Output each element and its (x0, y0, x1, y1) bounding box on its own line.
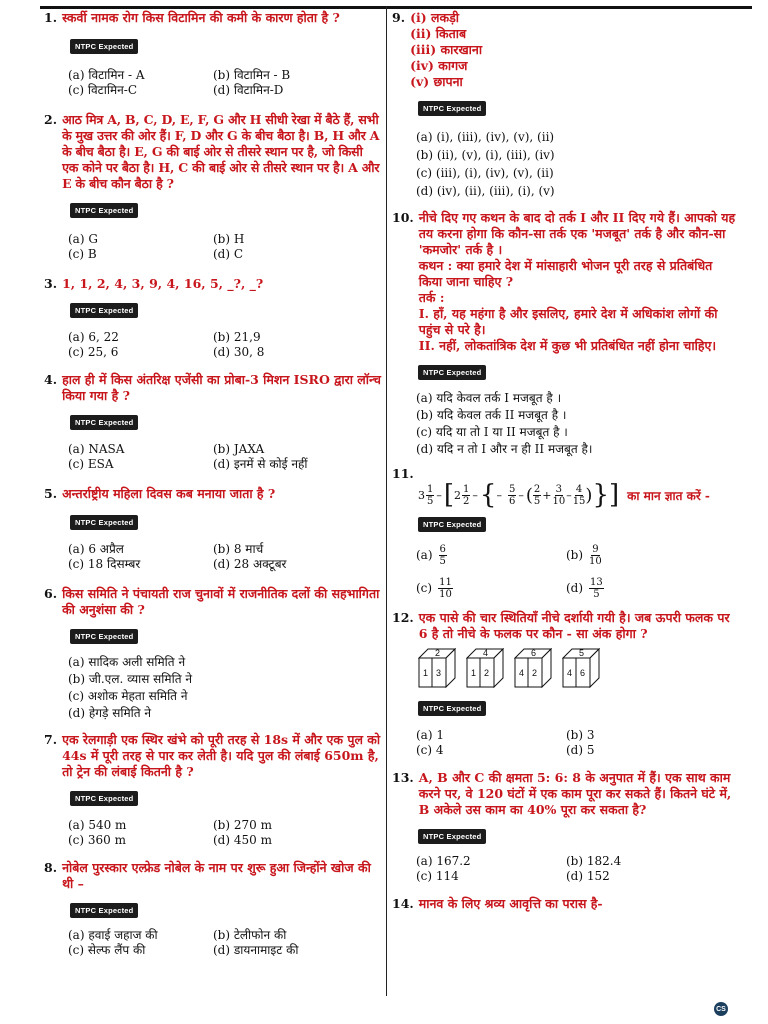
question-11 (392, 466, 738, 600)
statement: कथन : क्या हमारे देश में मांसाहारी भोजन पूरी तरह से प्रतिबंधित किया जाना चाहिए ? (418, 258, 713, 289)
question-text: 1, 1, 2, 4, 3, 9, 4, 16, 5, _?, _? (62, 276, 264, 291)
option-a[interactable]: (a) हवाई जहाज की (68, 928, 158, 942)
option-a[interactable]: (a) विटामिन - A (68, 68, 145, 82)
option-d[interactable]: (d) (iv), (ii), (iii), (i), (v) (416, 184, 555, 198)
fraction: $\frac{1}{5}$ (427, 483, 434, 507)
option-c[interactable]: (c) 114 (416, 869, 459, 883)
ntpc-expected-tag: NTPC Expected (418, 365, 486, 380)
options (44, 542, 382, 572)
ntpc-expected-tag: NTPC Expected (70, 203, 138, 218)
question-5 (44, 486, 382, 572)
question-9 (392, 10, 738, 200)
option-a[interactable]: (a) 167.2 (416, 854, 471, 868)
question-number: 13. (392, 770, 414, 785)
argument-1: I. हाँ, यह महंगा है और इसलिए, हमारे देश में अधिकांश लोगों की पहुंच से परे है। (418, 306, 718, 337)
die-3: 6 4 2 (514, 648, 552, 688)
options (392, 128, 738, 200)
question-number: 14. (392, 896, 414, 911)
list-item: (v) छापना (410, 74, 463, 89)
option-a[interactable]: (a) यदि केवल तर्क I मजबूत है । (416, 391, 562, 405)
options (392, 544, 738, 567)
ntpc-expected-tag: NTPC Expected (70, 415, 138, 430)
options (44, 68, 382, 98)
die-1: 2 1 3 (418, 648, 456, 688)
question-number: 3. (44, 276, 58, 291)
option-b[interactable]: (b) $\frac{9}{10}$ (566, 544, 602, 567)
question-text: मानव के लिए श्रव्य आवृत्ति का परास है- (418, 896, 603, 911)
ntpc-expected-tag: NTPC Expected (418, 701, 486, 716)
whole-number: 2 (454, 488, 462, 502)
fraction: $\frac{1}{2}$ (463, 483, 470, 507)
list-item: (iii) कारखाना (410, 42, 483, 57)
options (392, 854, 738, 884)
option-d[interactable]: (d) $\frac{13}{5}$ (566, 577, 603, 600)
left-column (44, 10, 382, 958)
question-14 (392, 896, 738, 912)
options (44, 232, 382, 262)
ntpc-expected-tag: NTPC Expected (418, 101, 486, 116)
option-d[interactable]: (d) 30, 8 (213, 345, 265, 359)
question-text: हाल ही में किस अंतरिक्ष एजेंसी का प्रोबा-3 मिशन ISRO द्वारा लॉन्च किया गया है ? (62, 372, 381, 403)
options (44, 818, 382, 848)
option-a[interactable]: (a) $\frac{6}{5}$ (416, 544, 446, 567)
question-text: एक पासे की चार स्थितियाँ नीचे दर्शायी गयी है। जब ऊपरी फलक पर 6 है तो नीचे के फलक पर कौन - सा अंक होगा ? (418, 610, 730, 641)
question-1 (44, 10, 382, 98)
option-b[interactable]: (b) H (213, 232, 245, 246)
options (392, 390, 738, 458)
options (44, 654, 382, 722)
option-b[interactable]: (b) टेलीफोन की (213, 928, 287, 942)
option-d[interactable]: (d) यदि न तो I और न ही II मजबूत है। (416, 442, 593, 456)
option-a[interactable]: (a) 540 m (68, 818, 127, 832)
ntpc-expected-tag: NTPC Expected (70, 303, 138, 318)
question-10 (392, 210, 738, 458)
option-c[interactable]: (c) अशोक मेहता समिति ने (68, 689, 188, 703)
question-number: 1. (44, 10, 58, 25)
option-a[interactable]: (a) सादिक अली समिति ने (68, 655, 186, 669)
ntpc-expected-tag: NTPC Expected (70, 903, 138, 918)
question-number: 7. (44, 732, 58, 747)
ntpc-expected-tag: NTPC Expected (70, 629, 138, 644)
list-item: (iv) कागज (410, 58, 468, 73)
ntpc-expected-tag: NTPC Expected (418, 829, 486, 844)
options (44, 330, 382, 360)
question-number: 10. (392, 210, 414, 225)
question-8 (44, 860, 382, 958)
die-2: 4 1 2 (466, 648, 504, 688)
option-a[interactable]: (a) NASA (68, 442, 125, 456)
fraction: $\frac{3}{10}$ (552, 483, 566, 507)
option-c[interactable]: (c) ESA (68, 457, 114, 471)
options (392, 577, 738, 600)
option-b[interactable]: (b) जी.एल. व्यास समिति ने (68, 672, 193, 686)
option-d[interactable]: (d) हेगड़े समिति ने (68, 706, 152, 720)
option-b[interactable]: (b) 21,9 (213, 330, 261, 344)
right-column (392, 10, 738, 912)
option-c[interactable]: (c) 25, 6 (68, 345, 119, 359)
ntpc-expected-tag: NTPC Expected (70, 791, 138, 806)
math-expression: 3 $\frac{1}{5}$ – [ 2 $\frac{1}{2}$ – { – $\frac{5}{6}$ – ( $\frac{2}{5}$ + $\frac{3}{10}$ – $\frac{4}{15}$ ) } ] का मान ज्ञात करें - (418, 480, 710, 510)
question-4 (44, 372, 382, 472)
ntpc-expected-tag: NTPC Expected (70, 515, 138, 530)
whole-number: 3 (418, 488, 425, 502)
option-c[interactable]: (c) $\frac{11}{10}$ (416, 577, 452, 600)
option-b[interactable]: (b) 270 m (213, 818, 272, 832)
die-4: 5 4 6 (562, 648, 600, 688)
option-a[interactable]: (a) 1 (416, 728, 444, 742)
option-c[interactable]: (c) 360 m (68, 833, 126, 847)
question-2 (44, 112, 382, 262)
option-c[interactable]: (c) 4 (416, 743, 444, 757)
column-divider (386, 6, 387, 996)
option-c[interactable]: (c) यदि या तो I या II मजबूत है । (416, 425, 568, 439)
option-d[interactable]: (d) C (213, 247, 244, 261)
question-number: 9. (392, 10, 406, 25)
ntpc-expected-tag: NTPC Expected (418, 517, 486, 532)
question-text: एक रेलगाड़ी एक स्थिर खंभे को पूरी तरह से 18s में और एक पुल को 44s में पूरी तरह से पार कर लेती है। यदि पुल की लंबाई 650m है, तो ट्रेन की लंबाई कितनी है ? (62, 732, 381, 779)
question-number: 12. (392, 610, 414, 625)
option-d[interactable]: (d) 28 अक्टूबर (213, 557, 287, 571)
options (44, 442, 382, 472)
list-item: (i) लकड़ी (410, 10, 459, 25)
question-number: 6. (44, 586, 58, 601)
fraction: $\frac{2}{5}$ (533, 483, 541, 507)
question-text: का मान ज्ञात करें - (627, 488, 710, 503)
option-c[interactable]: (c) सेल्फ लैंप की (68, 943, 146, 957)
question-7 (44, 732, 382, 848)
ntpc-expected-tag: NTPC Expected (70, 39, 138, 54)
option-b[interactable]: (b) 8 मार्च (213, 542, 264, 556)
option-c[interactable]: (c) 18 दिसम्बर (68, 557, 141, 571)
option-a[interactable]: (a) 6, 22 (68, 330, 119, 344)
arguments-label: तर्क : (418, 290, 445, 305)
option-a[interactable]: (a) (i), (iii), (iv), (v), (ii) (416, 130, 555, 144)
dice-figure (392, 648, 738, 688)
question-text: नोबेल पुरस्कार एल्फ्रेड नोबेल के नाम पर शुरू हुआ जिन्होंने खोज की थी – (62, 860, 371, 891)
question-number: 11. (392, 466, 414, 481)
option-d[interactable]: (d) डायनामाइट की (213, 943, 299, 957)
list-item: (ii) किताब (410, 26, 467, 41)
option-d[interactable]: (d) विटामिन-D (213, 83, 284, 97)
question-number: 8. (44, 860, 58, 875)
option-d[interactable]: (d) इनमें से कोई नहीं (213, 457, 308, 471)
option-b[interactable]: (b) 182.4 (566, 854, 622, 868)
option-d[interactable]: (d) 152 (566, 869, 610, 883)
option-c[interactable]: (c) विटामिन-C (68, 83, 138, 97)
question-text: अन्तर्राष्ट्रीय महिला दिवस कब मनाया जाता है ? (62, 486, 276, 501)
question-number: 2. (44, 112, 58, 127)
option-a[interactable]: (a) 6 अप्रैल (68, 542, 124, 556)
option-b[interactable]: (b) 3 (566, 728, 595, 742)
argument-2: II. नहीं, लोकतांत्रिक देश में कुछ भी प्रतिबंधित नहीं होना चाहिए। (418, 338, 717, 353)
option-b[interactable]: (b) यदि केवल तर्क II मजबूत है । (416, 408, 567, 422)
question-text: किस समिति ने पंचायती राज चुनावों में राजनीतिक दलों की सहभागिता की अनुशंसा की ? (62, 586, 380, 617)
question-number: 4. (44, 372, 58, 387)
options (392, 728, 738, 758)
option-b[interactable]: (b) (ii), (v), (i), (iii), (iv) (416, 148, 555, 162)
camscanner-logo: CS (714, 1002, 728, 1016)
question-13 (392, 770, 738, 884)
fraction: $\frac{5}{6}$ (508, 483, 516, 507)
option-c[interactable]: (c) (iii), (i), (iv), (v), (ii) (416, 166, 554, 180)
options (44, 928, 382, 958)
option-b[interactable]: (b) JAXA (213, 442, 265, 456)
question-text: स्कर्वी नामक रोग किस विटामिन की कमी के कारण होता है ? (62, 10, 340, 25)
question-text: आठ मित्र A, B, C, D, E, F, G और H सीधी रेखा में बैठे हैं, सभी के मुख उत्तर की ओर हैं। F, D और G के बीच बैठा है। B, H और A के बीच बैठा है। E, G की बाई ओर से तीसरे स्थान पर है, जो किसी एक कोने पर बैठा है। H, C की बाई ओर से तीसरे स्थान पर है। A और E के बीच कौन बैठा है ? (62, 112, 380, 191)
option-c[interactable]: (c) B (68, 247, 97, 261)
option-a[interactable]: (a) G (68, 232, 98, 246)
question-12 (392, 610, 738, 758)
option-b[interactable]: (b) विटामिन - B (213, 68, 291, 82)
question-3 (44, 276, 382, 360)
option-d[interactable]: (d) 450 m (213, 833, 272, 847)
fraction: $\frac{4}{15}$ (572, 483, 586, 507)
question-6 (44, 586, 382, 722)
question-number: 5. (44, 486, 58, 501)
question-text: A, B और C की क्षमता 5: 6: 8 के अनुपात में हैं। एक साथ काम करने पर, वे 120 घंटों में एक काम पूरा कर सकते हैं। कितने घंटे में, B अकेले उस काम का 40% पूरा कर सकता है? (418, 770, 732, 817)
question-text: नीचे दिए गए कथन के बाद दो तर्क I और II दिए गये हैं। आपको यह तय करना होगा कि कौन-सा तर्क एक 'मजबूत' तर्क है और कौन-सा 'कमजोर' तर्क है । (418, 210, 736, 257)
option-d[interactable]: (d) 5 (566, 743, 595, 757)
